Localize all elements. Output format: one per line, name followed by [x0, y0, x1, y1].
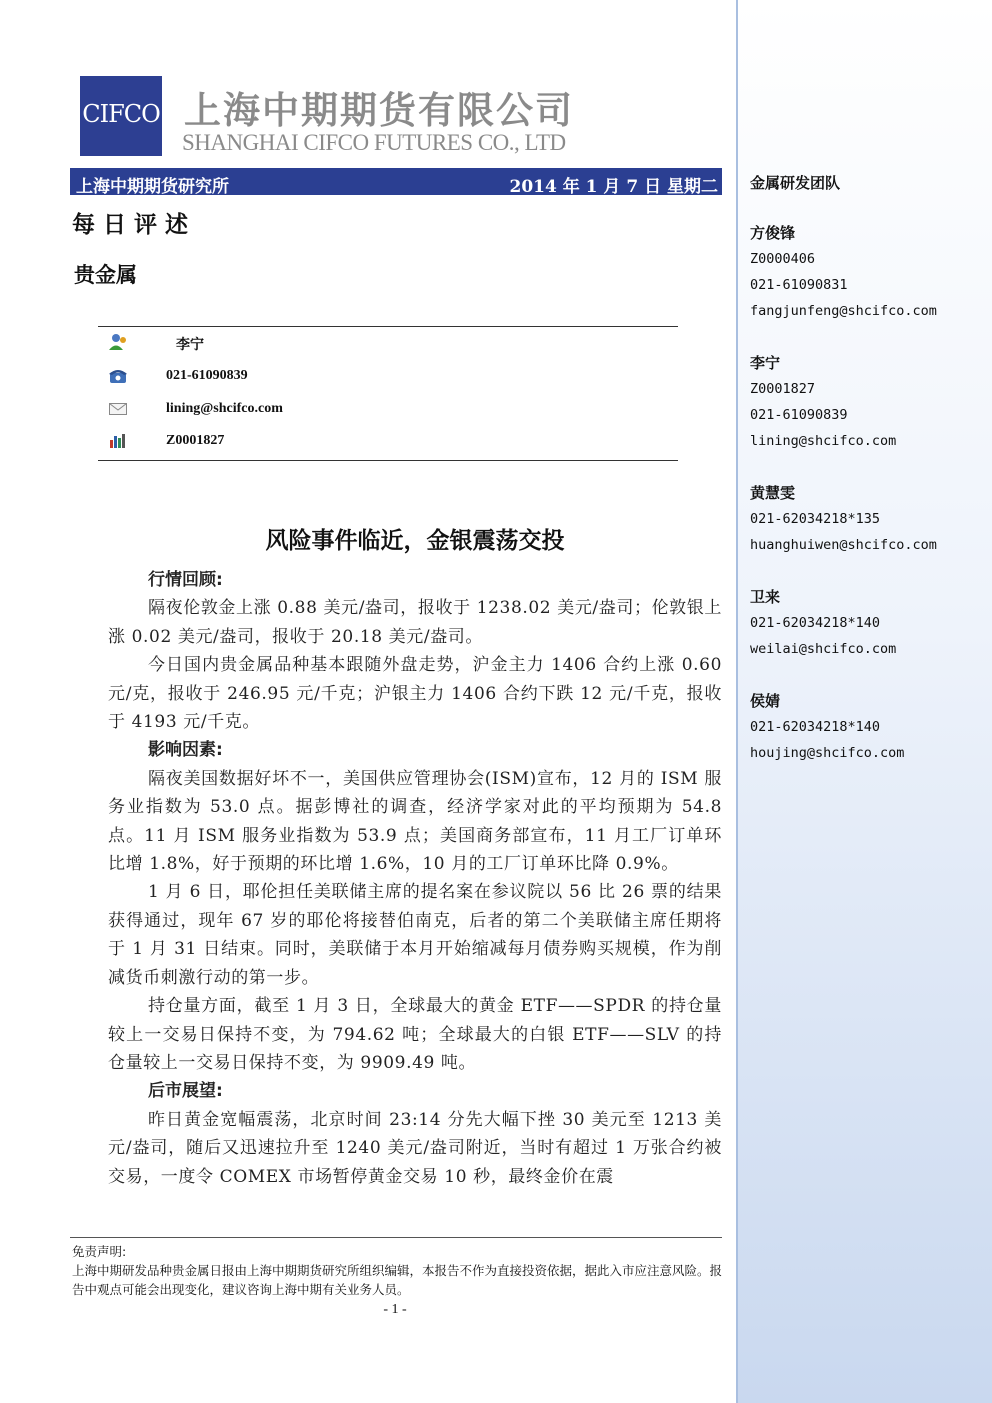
contact-email[interactable]: weilai@shcifco.com — [750, 641, 897, 657]
person-icon — [108, 333, 128, 351]
contact-name: 卫来 — [750, 588, 781, 606]
paragraph: 隔夜伦敦金上涨 0.88 美元/盎司，报收于 1238.02 美元/盎司；伦敦银上涨 0.02 美元/盎司，报收于 20.18 美元/盎司。 — [108, 598, 722, 647]
phone-icon — [108, 367, 128, 385]
company-name-en: SHANGHAI CIFCO FUTURES CO., LTD — [182, 130, 566, 155]
contact-card — [750, 220, 937, 324]
logo-text: CIFCO — [82, 100, 160, 128]
contact-name: 李宁 — [750, 354, 781, 372]
contact-phone: 021-62034218*140 — [750, 719, 881, 735]
section-heading: 行情回顾: — [148, 570, 223, 590]
report-headline: 风险事件临近，金银震荡交投 — [265, 528, 565, 554]
author-license-row — [98, 430, 678, 454]
section-heading: 后市展望: — [148, 1081, 223, 1102]
contact-email[interactable]: fangjunfeng@shcifco.com — [750, 303, 937, 319]
report-body — [108, 566, 722, 1191]
contact-id: Z0000406 — [750, 251, 816, 267]
contact-phone: 021-62034218*140 — [750, 615, 881, 631]
contact-email[interactable]: houjing@shcifco.com — [750, 745, 905, 761]
contact-card — [750, 480, 937, 558]
paragraph: 持仓量方面，截至 1 月 3 日，全球最大的黄金 ETF——SPDR 的持仓量较上一交易日保持不变，为 794.62 吨；全球最大的白银 ETF——SLV 的持仓量较上一交易日保持不变，为 9909.49 吨。 — [108, 996, 722, 1073]
contact-sidebar — [736, 0, 992, 1403]
team-name: 金属研发团队 — [750, 174, 841, 192]
contact-name: 侯婧 — [750, 692, 781, 710]
author-phone-row — [98, 365, 678, 389]
author-email-row — [98, 398, 678, 422]
contact-name: 方俊锋 — [750, 224, 796, 242]
contact-email[interactable]: huanghuiwen@shcifco.com — [750, 537, 937, 553]
email-icon — [108, 400, 128, 418]
company-name-cn: 上海中期期货有限公司 — [184, 89, 574, 132]
contact-phone: 021-62034218*135 — [750, 511, 881, 527]
report-category: 贵金属 — [74, 262, 137, 287]
contact-phone: 021-61090839 — [750, 407, 848, 423]
section-heading: 影响因素: — [148, 740, 223, 761]
contact-name: 黄慧雯 — [750, 484, 796, 502]
chart-icon — [108, 432, 128, 450]
contact-email[interactable]: lining@shcifco.com — [750, 433, 897, 449]
report-series: 每日评述 — [72, 211, 196, 238]
report-date: 2014 年 1 月 7 日 星期二 — [509, 177, 718, 197]
contact-id: Z0001827 — [750, 381, 816, 397]
contact-phone: 021-61090831 — [750, 277, 848, 293]
author-email[interactable]: lining@shcifco.com — [166, 401, 283, 416]
page-number: - 1 - — [383, 1302, 407, 1317]
company-logo — [80, 76, 162, 156]
contact-card — [750, 350, 896, 454]
paragraph: 昨日黄金宽幅震荡，北京时间 23:14 分先大幅下挫 30 美元至 1213 美元/盎司，随后又迅速拉升至 1240 美元/盎司附近，当时有超过 1 万张合约被交易，一度令 COMEX 市场暂停黄金交易 10 秒，最终金价在震 — [108, 1109, 722, 1187]
footer-divider — [70, 1237, 722, 1238]
author-box — [98, 326, 678, 461]
institute-name: 上海中期期货研究所 — [76, 177, 229, 197]
contact-card — [750, 688, 904, 766]
disclaimer — [72, 1242, 722, 1299]
paragraph: 1 月 6 日，耶伦担任美联储主席的提名案在参议院以 56 比 26 票的结果获得通过，现年 67 岁的耶伦将接替伯南克，后者的第二个美联储主席任期将于 1 月 31 日结束。同时，美联储于本月开始缩减每月债券购买规模，作为削减货币刺激行动的第一步。 — [108, 882, 722, 988]
contact-card — [750, 584, 896, 662]
author-phone: 021-61090839 — [166, 368, 248, 383]
paragraph: 隔夜美国数据好坏不一，美国供应管理协会(ISM)宣布，12 月的 ISM 服务业指数为 53.0 点。据彭博社的调查，经济学家对此的平均预期为 54.8 点。11 月 ISM 服务业指数为 53.9 点；美国商务部宣布，11 月工厂订单环比增 1.8%，好于预期的环比增 1.6%，10 月的工厂订单环比降 0.9%。 — [108, 768, 722, 875]
author-name-row — [98, 331, 678, 355]
author-license: Z0001827 — [166, 433, 225, 448]
author-name: 李宁 — [176, 338, 204, 353]
disclaimer-title: 免责声明: — [72, 1244, 127, 1259]
disclaimer-text: 上海中期研发品种贵金属日报由上海中期期货研究所组织编辑，本报告不作为直接投资依据，据此入市应注意风险。报告中观点可能会出现变化，建议咨询上海中期有关业务人员。 — [72, 1263, 723, 1297]
paragraph: 今日国内贵金属品种基本跟随外盘走势，沪金主力 1406 合约上涨 0.60 元/克，报收于 246.95 元/千克；沪银主力 1406 合约下跌 12 元/千克，报收于 4193 元/千克。 — [108, 655, 722, 733]
header-bar — [70, 168, 722, 195]
